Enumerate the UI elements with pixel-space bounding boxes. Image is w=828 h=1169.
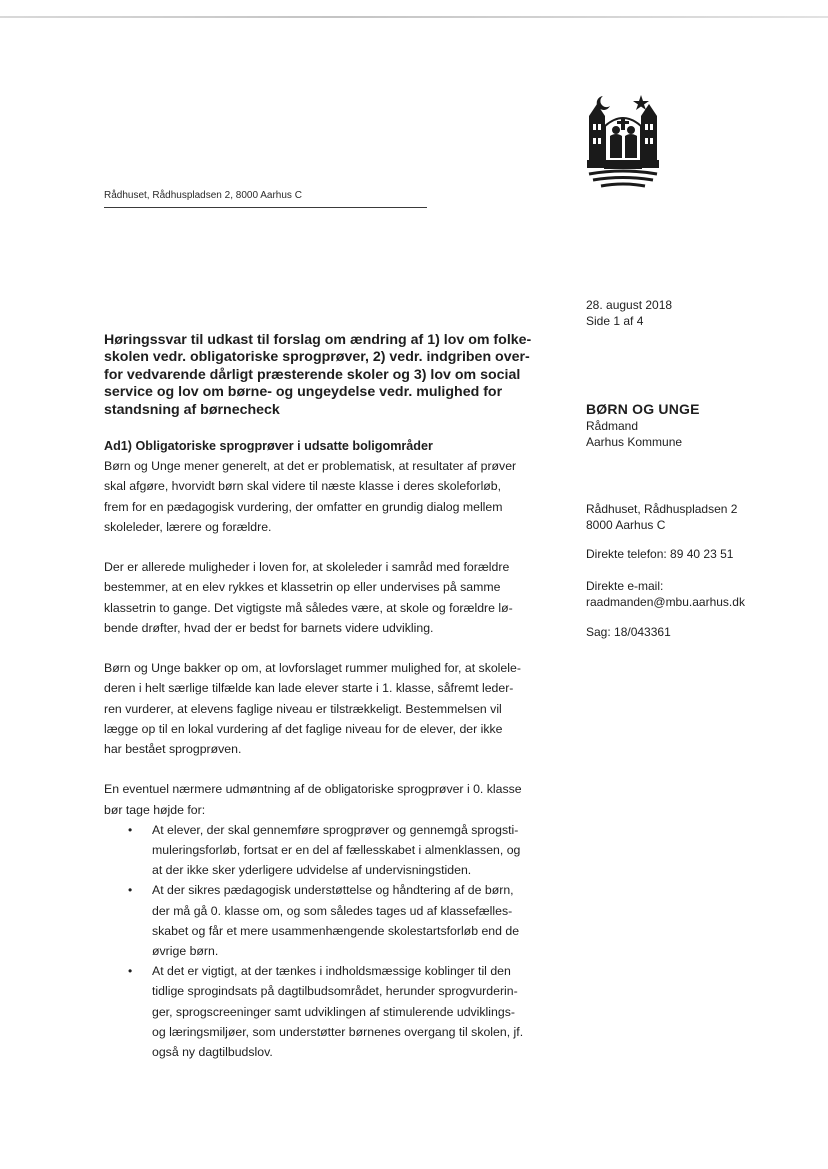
title-line: for vedvarende dårligt præsterende skoler og 3) lov om social bbox=[104, 366, 521, 383]
text-line: frem for en pædagogisk vurdering, der omfatter en grundig dialog mellem bbox=[104, 499, 503, 514]
text-line: lægge op til en lokal vurdering af det faglige niveau for de elever, der ikke bbox=[104, 721, 503, 736]
contact-phone: Direkte telefon: 89 40 23 51 bbox=[586, 547, 734, 561]
text-line: Børn og Unge bakker op om, at lovforslaget rummer mulighed for, at skolele- bbox=[104, 661, 521, 676]
text-line: der må gå 0. klasse om, og som således tages ud af klassefælles- bbox=[152, 903, 513, 918]
title-line: standsning af børnecheck bbox=[104, 401, 280, 418]
section-heading: Ad1) Obligatoriske sprogprøver i udsatte boligområder bbox=[104, 439, 433, 453]
text-line: At det er vigtigt, at der tænkes i indholdsmæssige koblinger til den bbox=[152, 964, 511, 979]
text-line: bestemmer, at en elev rykkes et klassetrin op eller undervises på samme bbox=[104, 580, 501, 595]
bullet-list bbox=[104, 820, 574, 1062]
document-meta bbox=[586, 297, 672, 329]
text-line: bende drøfter, hvad der er bedst for barnets videre udvikling. bbox=[104, 620, 434, 635]
text-line: og læringsmiljøer, som understøtter børnenes overgang til skolen, jf. bbox=[152, 1024, 524, 1039]
contact-address bbox=[586, 501, 737, 533]
department-name: BØRN OG UNGE bbox=[586, 401, 700, 417]
scan-edge bbox=[0, 16, 828, 18]
paragraph-4 bbox=[104, 779, 574, 819]
text-line: ren vurderer, at elevens faglige niveau er tilstrækkeligt. Bestemmelsen vil bbox=[104, 701, 502, 716]
document-date: 28. august 2018 bbox=[586, 298, 673, 312]
text-line: at der ikke sker yderligere udvidelse af undervisningstiden. bbox=[152, 863, 472, 878]
title-line: skolen vedr. obligatoriske sprogprøver, 2) vedr. indgriben over- bbox=[104, 349, 530, 366]
bullet-icon: • bbox=[128, 964, 133, 979]
page-indicator: Side 1 af 4 bbox=[586, 314, 644, 328]
contact-address-line1: Rådhuset, Rådhuspladsen 2 bbox=[586, 502, 738, 516]
contact-address-line2: 8000 Aarhus C bbox=[586, 518, 666, 532]
text-line: skabet og får et mere usammenhængende skolestartsforløb end de bbox=[152, 923, 520, 938]
bullet-icon: • bbox=[128, 822, 133, 837]
contact-email-block bbox=[586, 578, 745, 610]
text-line: muleringsforløb, fortsat er en del af fællesskabet i almenklassen, og bbox=[152, 843, 521, 858]
bullet-item bbox=[104, 961, 574, 1062]
department-role: Rådmand bbox=[586, 419, 639, 433]
text-line: skoleleder, lærere og forældre. bbox=[104, 519, 272, 534]
paragraph-2 bbox=[104, 557, 574, 638]
text-line: tidlige sprogindsats på dagtilbudsområdet, herunder sprogvurderin- bbox=[152, 984, 518, 999]
title-line: service og lov om børne- og ungeydelse vedr. mulighed for bbox=[104, 384, 503, 401]
text-line: skal afgøre, hvorvidt børn skal videre til næste klasse i deres skoleforløb, bbox=[104, 479, 502, 494]
document-title bbox=[104, 332, 564, 419]
text-line: Der er allerede muligheder i loven for, at skoleleder i samråd med forældre bbox=[104, 560, 510, 575]
contact-email-label: Direkte e-mail: bbox=[586, 579, 664, 593]
text-line: At der sikres pædagogisk understøttelse og håndtering af de børn, bbox=[152, 883, 514, 898]
text-line: har bestået sprogprøven. bbox=[104, 742, 242, 757]
text-line: klassetrin to gange. Det vigtigste må således være, at skole og forældre lø- bbox=[104, 600, 513, 615]
bullet-item bbox=[104, 880, 574, 961]
title-line: Høringssvar til udkast til forslag om ændring af 1) lov om folke- bbox=[104, 332, 532, 348]
aarhus-coat-of-arms-icon bbox=[583, 92, 663, 190]
text-line: øvrige børn. bbox=[152, 944, 219, 959]
department-block bbox=[586, 400, 700, 450]
document-body bbox=[104, 436, 574, 1062]
paragraph-1 bbox=[104, 456, 574, 537]
bullet-icon: • bbox=[128, 883, 133, 898]
case-number: Sag: 18/043361 bbox=[586, 625, 671, 639]
sender-address-rule bbox=[104, 207, 427, 208]
department-municipality: Aarhus Kommune bbox=[586, 435, 683, 449]
text-line: ger, sprogscreeninger samt udviklingen af stimulerende udviklings- bbox=[152, 1004, 515, 1019]
text-line: også ny dagtilbudslov. bbox=[152, 1045, 273, 1060]
text-line: bør tage højde for: bbox=[104, 802, 206, 817]
contact-email: raadmanden@mbu.aarhus.dk bbox=[586, 595, 745, 609]
text-line: En eventuel nærmere udmøntning af de obligatoriske sprogprøver i 0. klasse bbox=[104, 782, 522, 797]
text-line: Børn og Unge mener generelt, at det er problematisk, at resultater af prøver bbox=[104, 459, 517, 474]
sender-address: Rådhuset, Rådhuspladsen 2, 8000 Aarhus C bbox=[104, 190, 302, 201]
bullet-item bbox=[104, 820, 574, 881]
text-line: At elever, der skal gennemføre sprogprøver og gennemgå sprogsti- bbox=[152, 822, 519, 837]
paragraph-3 bbox=[104, 658, 574, 759]
text-line: deren i helt særlige tilfælde kan lade elever starte i 1. klasse, såfremt leder- bbox=[104, 681, 514, 696]
